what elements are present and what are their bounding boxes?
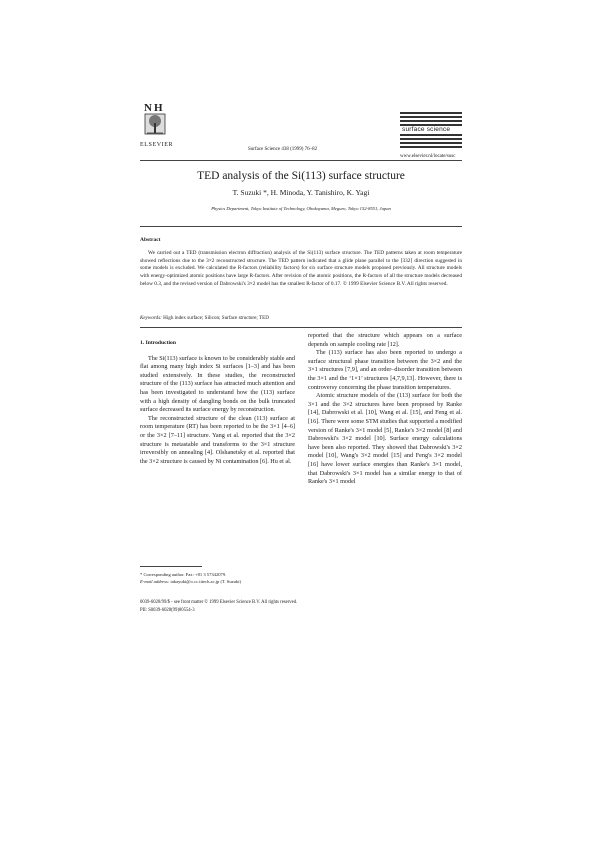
body-column-right — [308, 332, 462, 487]
elsevier-tree-logo — [143, 101, 167, 141]
keywords-label: Keywords: — [140, 315, 162, 321]
journal-citation: Surface Science 438 (1999) 76–82 — [248, 147, 318, 152]
copyright-block — [140, 599, 462, 615]
email-label: E-mail address: — [140, 579, 170, 584]
article-authors: T. Suzuki *, H. Minoda, Y. Tanishiro, K. Yagi — [232, 188, 370, 197]
pii-line: PII: S0039-6028(99)00554-3 — [140, 608, 195, 613]
corresponding-author-note: * Corresponding author. Fax: +81 3 57342079. — [140, 572, 227, 577]
paragraph: Atomic structure models of the (113) surface for both the 3×1 and the 3×2 structures have been proposed by Ranke [14], Dabrowski et al. [10], Wang et al. [15], and Feng et al. [16]. There were some STM studies that supported a modified version of Ranke's 3×1 model [5], Ranke's 3×2 model [8] and Dabrowski's 3×2 model [10]. Surface energy calculations have been also reported. They showed that Dabrowski's 3×2 model [10], Wang's 3×2 model [15] and Feng's 3×2 model [16] have lower surface energies than Ranke's 3×1 model, that Dabrowski's 3×1 model has a similar energy to that of Ranke's 3×1 model — [308, 392, 462, 486]
publisher-name: ELSEVIER — [140, 142, 174, 148]
author-affiliation: Physics Department, Tokyo Institute of Technology, Ohokayama, Meguro, Tokyo 152-8551, Japan — [211, 206, 391, 211]
email-line — [140, 578, 300, 585]
abstract-divider-top — [140, 226, 462, 227]
journal-name: surface science — [402, 126, 451, 133]
paragraph: reported that the structure which appears on a surface depends on sample cooling rate [12]. — [308, 332, 462, 348]
copyright-line: 0039-6028/99/$ - see front matter © 1999 Elsevier Science B.V. All rights reserved. — [140, 600, 298, 605]
article-title: TED analysis of the Si(113) surface structure — [197, 170, 405, 182]
svg-text:N: N — [144, 102, 152, 114]
header-divider — [140, 160, 462, 161]
svg-text:H: H — [154, 102, 163, 114]
paragraph: The Si(113) surface is known to be considerably stable and flat among many high index Si surfaces [1–3] and has been studied extensively. In these studies, the reconstructed structure of the (113) surface has attracted much attention and has been investigated to understand how the (113) surface with a high density of dangling bonds on the bulk truncated surface decreased its surface energy by reconstruction. — [140, 354, 295, 414]
keywords — [140, 315, 462, 321]
footnote-divider — [140, 566, 202, 567]
section-heading: 1. Introduction — [140, 340, 176, 346]
email-address[interactable]: takayuki@o.cc.titech.ac.jp (T. Suzuki) — [170, 579, 242, 584]
keywords-list: High index surface; Silicon; Surface structure; TED — [163, 315, 269, 321]
abstract-divider-bottom — [140, 327, 462, 328]
abstract-text: We carried out a TED (transmission electron diffraction) analysis of the Si(113) surface structure. The TED patterns taken at room temperature showed reflections due to the 3×2 reconstructed structure. The TED pattern indicated that a glide plane parallel to the ⟨332⟩ direction suggested in some models is excluded. We calculated the R-factors (reliability factors) for six surface structure models proposed previously. All structure models with energy-optimized atomic positions have large R-factors. After revision of the atomic positions, the R-factors of all the structure models decreased below 0.3, and the revised version of Dabrowski's 3×2 model has the smallest R-factor of 0.17. © 1999 Elsevier Science B.V. All rights reserved. — [140, 250, 462, 287]
footnote — [140, 571, 300, 585]
paragraph: The reconstructed structure of the clean (113) surface at room temperature (RT) has been reported to be the 3×1 [4–6] or the 3×2 [7–11] structure. Yang et al. reported that the 3×2 structure is metastable and transforms to the 3×1 structure irreversibly on annealing [4]. Olshanetsky et al. reported that the 3×2 structure is caused by Ni contamination [6]. Hu et al. — [140, 414, 295, 465]
abstract-heading: Abstract — [140, 237, 161, 243]
paragraph: The (113) surface has also been reported to undergo a surface structural phase transition between the 3×2 and the 3×1 structures [7,9], and an order–disorder transition between the 3×1 and the ‘1×1’ structures [4,7,9,13]. However, there is controversy concerning the phase transition temperatures. — [308, 349, 462, 391]
journal-url[interactable]: www.elsevier.nl/locate/susc — [400, 154, 456, 159]
body-column-left — [140, 332, 295, 466]
